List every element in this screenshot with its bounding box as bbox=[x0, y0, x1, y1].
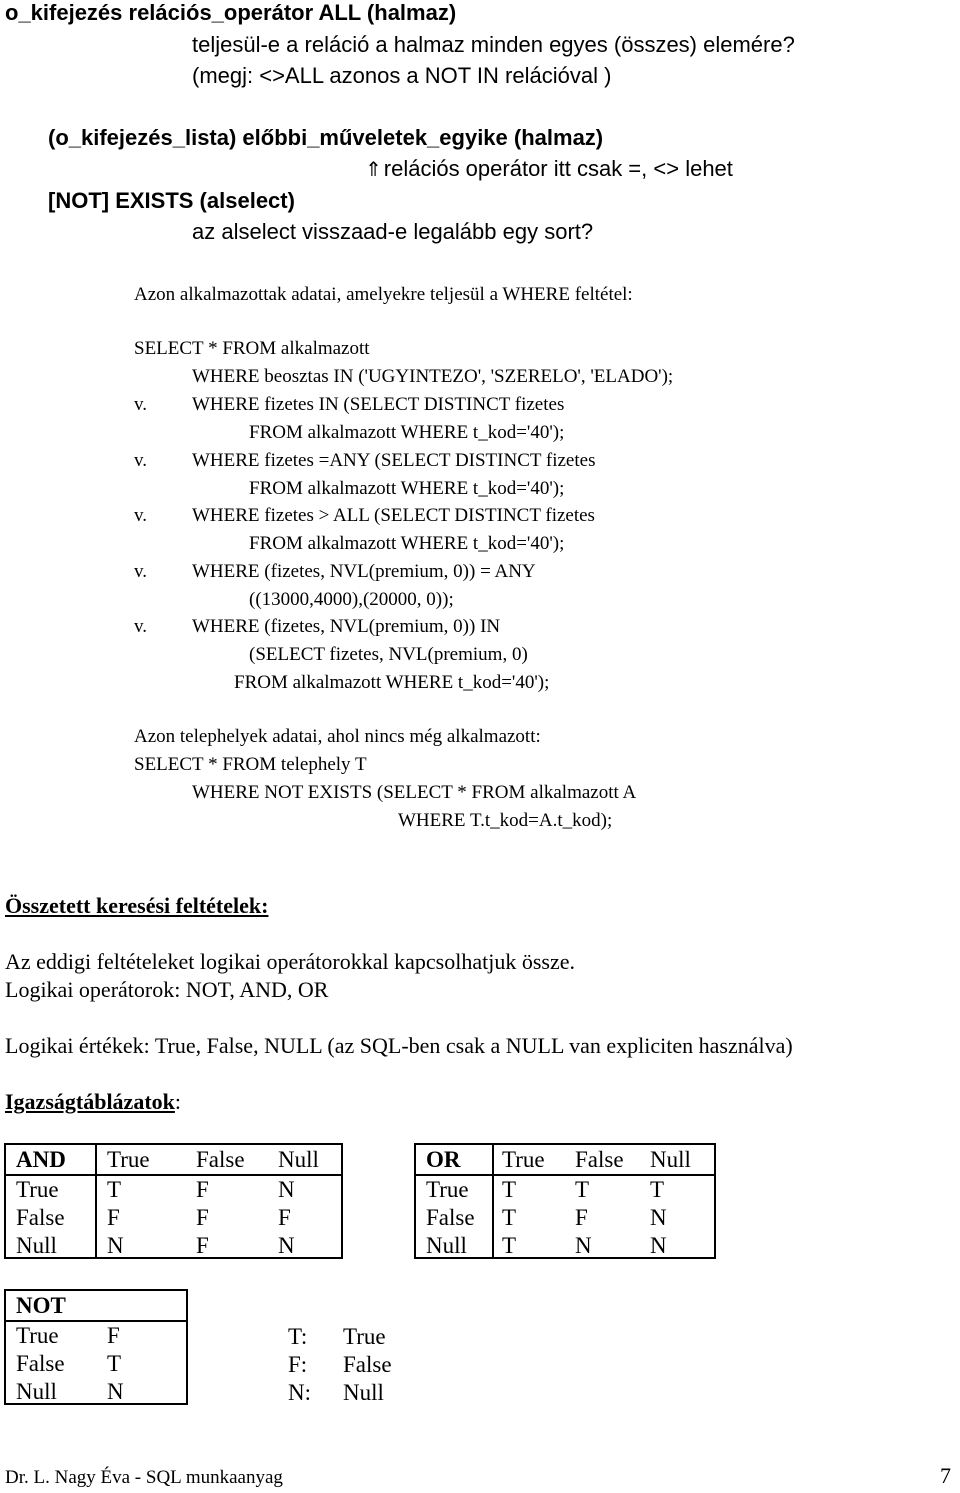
table-cell: False bbox=[16, 1351, 65, 1376]
not-truth-table bbox=[4, 1289, 188, 1405]
alt-marker: v. bbox=[134, 394, 148, 415]
legend-value: False bbox=[343, 1352, 392, 1377]
table-cell: F bbox=[196, 1205, 209, 1230]
example1-line: ((13000,4000),(20000, 0)); bbox=[249, 589, 454, 610]
table-cell: T bbox=[107, 1177, 122, 1202]
example1-intro: Azon alkalmazottak adatai, amelyekre teljesül a WHERE feltétel: bbox=[134, 284, 633, 305]
table-header-cell: False bbox=[575, 1147, 624, 1172]
alt-marker: v. bbox=[134, 561, 148, 582]
table-cell: False bbox=[426, 1205, 475, 1230]
legend-key: T: bbox=[288, 1324, 308, 1349]
example1-line: WHERE fizetes IN (SELECT DISTINCT fizetes bbox=[192, 394, 565, 415]
or-truth-table bbox=[414, 1143, 716, 1259]
syntax-all-desc: teljesül-e a reláció a halmaz minden egyes (összes) elemére? bbox=[192, 32, 795, 57]
table-cell: N bbox=[650, 1233, 667, 1258]
double-up-arrow-icon: ⇑ bbox=[365, 157, 382, 181]
paragraph: Logikai operátorok: NOT, AND, OR bbox=[5, 977, 329, 1002]
page-number: 7 bbox=[940, 1463, 951, 1488]
syntax-list-note: ⇑relációs operátor itt csak =, <> lehet bbox=[365, 156, 733, 181]
table-cell: T bbox=[650, 1177, 665, 1202]
example1-line: WHERE fizetes > ALL (SELECT DISTINCT fizetes bbox=[192, 505, 595, 526]
table-header-cell: True bbox=[502, 1147, 545, 1172]
table-cell: F bbox=[196, 1233, 209, 1258]
example1-line: FROM alkalmazott WHERE t_kod='40'); bbox=[234, 672, 550, 693]
alt-marker: v. bbox=[134, 616, 148, 637]
alt-marker: v. bbox=[134, 450, 148, 471]
and-truth-table bbox=[4, 1143, 343, 1259]
legend-value: Null bbox=[343, 1380, 384, 1405]
table-cell: True bbox=[426, 1177, 469, 1202]
table-header-cell: AND bbox=[16, 1147, 66, 1172]
table-cell: True bbox=[16, 1323, 59, 1348]
example1-line: (SELECT fizetes, NVL(premium, 0) bbox=[249, 644, 528, 665]
table-cell: N bbox=[278, 1177, 295, 1202]
alt-marker: v. bbox=[134, 505, 148, 526]
table-cell: Null bbox=[426, 1233, 467, 1258]
table-header-cell: OR bbox=[426, 1147, 461, 1172]
paragraph: Logikai értékek: True, False, NULL (az SQL-ben csak a NULL van expliciten használva) bbox=[5, 1033, 793, 1058]
example1-line: FROM alkalmazott WHERE t_kod='40'); bbox=[249, 478, 565, 499]
example1-line: WHERE beosztas IN ('UGYINTEZO', 'SZERELO', 'ELADO'); bbox=[192, 366, 674, 387]
table-cell: T bbox=[575, 1177, 590, 1202]
table-cell: False bbox=[16, 1205, 65, 1230]
table-header-cell: Null bbox=[278, 1147, 319, 1172]
paragraph: Az eddigi feltételeket logikai operátorokkal kapcsolhatjuk össze. bbox=[5, 949, 575, 974]
table-cell: F bbox=[196, 1177, 209, 1202]
table-cell: T bbox=[502, 1205, 517, 1230]
syntax-all-note: (megj: <>ALL azonos a NOT IN relációval ) bbox=[192, 63, 612, 88]
table-header-cell: Null bbox=[650, 1147, 691, 1172]
table-header-cell: True bbox=[107, 1147, 150, 1172]
table-cell: Null bbox=[16, 1379, 57, 1404]
example1-line: FROM alkalmazott WHERE t_kod='40'); bbox=[249, 422, 565, 443]
legend-key: N: bbox=[288, 1380, 311, 1405]
legend-key: F: bbox=[288, 1352, 308, 1377]
legend-value: True bbox=[343, 1324, 386, 1349]
example1-line: SELECT * FROM alkalmazott bbox=[134, 338, 370, 359]
table-cell: N bbox=[575, 1233, 592, 1258]
example2-line: WHERE T.t_kod=A.t_kod); bbox=[398, 810, 613, 831]
footer-author: Dr. L. Nagy Éva - SQL munkaanyag bbox=[5, 1467, 283, 1488]
table-cell: F bbox=[107, 1205, 120, 1230]
table-cell: N bbox=[650, 1205, 667, 1230]
table-cell: F bbox=[278, 1205, 291, 1230]
table-cell: N bbox=[278, 1233, 295, 1258]
example1-line: WHERE fizetes =ANY (SELECT DISTINCT fizetes bbox=[192, 450, 596, 471]
syntax-exists-desc: az alselect visszaad-e legalább egy sort? bbox=[192, 219, 594, 244]
section-heading: Összetett keresési feltételek: bbox=[5, 893, 269, 918]
example1-line: WHERE (fizetes, NVL(premium, 0)) IN bbox=[192, 616, 501, 637]
syntax-exists-line: [NOT] EXISTS (alselect) bbox=[48, 188, 295, 213]
table-header-cell: NOT bbox=[16, 1293, 66, 1318]
table-cell: F bbox=[575, 1205, 588, 1230]
example2-intro: Azon telephelyek adatai, ahol nincs még alkalmazott: bbox=[134, 726, 541, 747]
example1-line: WHERE (fizetes, NVL(premium, 0)) = ANY bbox=[192, 561, 536, 582]
example2-line: SELECT * FROM telephely T bbox=[134, 754, 367, 775]
table-cell: N bbox=[107, 1233, 124, 1258]
paragraph: Igazságtáblázatok: bbox=[5, 1089, 182, 1114]
example1-line: FROM alkalmazott WHERE t_kod='40'); bbox=[249, 533, 565, 554]
table-cell: T bbox=[502, 1233, 517, 1258]
table-header-cell: False bbox=[196, 1147, 245, 1172]
table-cell: Null bbox=[16, 1233, 57, 1258]
syntax-list-line: (o_kifejezés_lista) előbbi_műveletek_egyike (halmaz) bbox=[48, 125, 604, 150]
table-cell: T bbox=[502, 1177, 517, 1202]
syntax-all-line: o_kifejezés relációs_operátor ALL (halmaz) bbox=[5, 0, 457, 25]
table-cell: True bbox=[16, 1177, 59, 1202]
table-cell: N bbox=[107, 1379, 124, 1404]
table-cell: F bbox=[107, 1323, 120, 1348]
example2-line: WHERE NOT EXISTS (SELECT * FROM alkalmazott A bbox=[192, 782, 637, 803]
table-cell: T bbox=[107, 1351, 122, 1376]
